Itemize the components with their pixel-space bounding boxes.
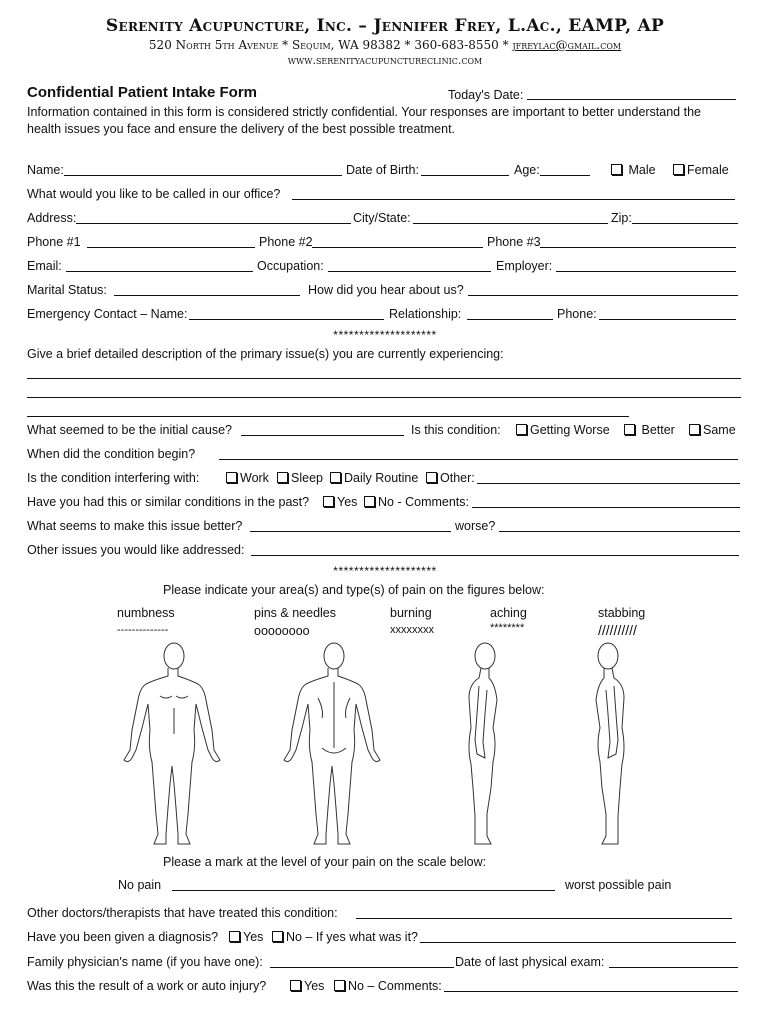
city-state-field[interactable] [413,223,608,224]
phone1-label: Phone #1 [27,235,81,249]
daily-label: Daily Routine [344,471,419,485]
relationship-label: Relationship: [389,307,462,321]
phone3-label: Phone #3 [487,235,541,249]
similar-no-option[interactable] [364,495,469,509]
began-label: When did the condition begin? [27,447,196,461]
emergency-phone-label: Phone: [557,307,597,321]
phone3-field[interactable] [540,247,736,248]
occupation-field[interactable] [328,271,491,272]
injury-yes-checkbox[interactable] [290,980,301,991]
injury-label: Was this the result of a work or auto injury? [27,979,267,993]
body-figure-side-right[interactable] [455,638,515,850]
worse-label: Getting Worse [530,423,610,437]
pain-mark-burning: xxxxxxxx [390,624,434,636]
clinic-address [0,38,770,52]
pain-mark-aching: ******** [490,622,525,634]
pain-type-numbness: numbness [117,606,175,620]
better-label: Better [641,423,675,437]
phone1-field[interactable] [87,247,255,248]
physician-field[interactable] [270,967,454,968]
pain-type-burning: burning [390,606,432,620]
doctors-label: Other doctors/therapists that have treated this condition: [27,906,338,920]
other-issues-label: Other issues you would like addressed: [27,543,245,557]
better-checkbox[interactable] [624,424,635,435]
worst-pain-label: worst possible pain [565,878,672,892]
marital-label: Marital Status: [27,283,107,297]
similar-comments-field[interactable] [472,507,740,508]
email-label: Email: [27,259,62,273]
diagnosis-no-label: No – If yes what was it? [286,930,419,944]
similar-yes-label: Yes [337,495,358,509]
email-link[interactable]: jfreylac@gmail.com [512,38,622,52]
hear-label: How did you hear about us? [308,283,464,297]
employer-label: Employer: [496,259,553,273]
phone2-field[interactable] [312,247,483,248]
male-checkbox[interactable] [611,164,622,175]
began-field[interactable] [219,459,738,460]
diagnosis-yes-label: Yes [243,930,264,944]
pain-scale-prompt: Please a mark at the level of your pain on the scale below: [163,855,487,869]
same-option[interactable] [689,423,736,437]
diagnosis-no-checkbox[interactable] [272,931,283,942]
form-title: Confidential Patient Intake Form [27,84,258,101]
work-checkbox[interactable] [226,472,237,483]
pain-type-stabbing: stabbing [598,606,646,620]
better-option[interactable] [624,423,675,437]
zip-label: Zip: [611,211,632,225]
last-exam-field[interactable] [609,967,738,968]
address-field[interactable] [76,223,351,224]
diagnosis-field[interactable] [420,942,736,943]
primary-issue-line-3[interactable] [27,416,629,417]
clinic-header: Serenity Acupuncture, Inc. – Jennifer Frey, L.Ac., EAMP, AP [105,16,665,36]
zip-field[interactable] [632,223,738,224]
diagnosis-yes-option[interactable] [229,930,263,944]
work-label: Work [240,471,269,485]
diagnosis-no-option[interactable] [272,930,418,944]
emergency-label: Emergency Contact – Name: [27,307,188,321]
called-field[interactable] [292,199,735,200]
pain-type-aching: aching [490,606,527,620]
primary-issue-label: Give a brief detailed description of the primary issue(s) you are currently experiencing: [27,347,504,361]
sleep-option[interactable] [277,471,323,485]
physician-label: Family physician's name (if you have one): [27,955,263,969]
dob-label: Date of Birth: [346,163,419,177]
primary-issue-line-2[interactable] [27,397,741,398]
daily-option[interactable] [330,471,418,485]
website[interactable]: www.serenityacupunctureclinic.com [287,54,483,67]
no-pain-label: No pain [118,878,162,892]
female-checkbox[interactable] [673,164,684,175]
other-label: Other: [440,471,475,485]
emergency-phone-field[interactable] [599,319,736,320]
similar-label: Have you had this or similar conditions in the past? [27,495,310,509]
address-label: Address: [27,211,77,225]
todays-date-field[interactable] [527,99,736,100]
other-field[interactable] [477,483,740,484]
phone2-label: Phone #2 [259,235,313,249]
doctors-field[interactable] [356,918,732,919]
similar-yes-checkbox[interactable] [323,496,334,507]
name-field[interactable] [64,175,342,176]
other-checkbox[interactable] [426,472,437,483]
age-field[interactable] [540,175,590,176]
email-field[interactable] [66,271,253,272]
dob-field[interactable] [421,175,509,176]
cause-field[interactable] [241,435,404,436]
intro-text-1: Information contained in this form is considered strictly confidential. Your responses are important to better understand the [27,105,701,119]
work-option[interactable] [226,471,269,485]
injury-comments-field[interactable] [444,991,738,992]
hear-field[interactable] [468,295,738,296]
sleep-label: Sleep [291,471,323,485]
worse-field[interactable] [499,531,740,532]
age-label: Age: [514,163,540,177]
body-figure-back[interactable] [278,638,388,850]
city-state-label: City/State: [353,211,411,225]
todays-date-label: Today's Date: [448,88,524,102]
similar-no-checkbox[interactable] [364,496,375,507]
marital-field[interactable] [114,295,300,296]
same-label: Same [703,423,736,437]
cause-label: What seemed to be the initial cause? [27,423,232,437]
interfering-label: Is the condition interfering with: [27,471,200,485]
male-label: Male [628,163,656,177]
female-option[interactable] [673,163,729,177]
female-label: Female [687,163,729,177]
called-label: What would you like to be called in our office? [27,187,281,201]
male-option[interactable] [611,163,656,177]
diagnosis-label: Have you been given a diagnosis? [27,930,219,944]
other-issues-field[interactable] [251,555,739,556]
worse-option[interactable] [516,423,610,437]
daily-checkbox[interactable] [330,472,341,483]
worse-question-label: worse? [455,519,496,533]
better-field[interactable] [250,531,451,532]
primary-issue-line-1[interactable] [27,378,741,379]
pain-mark-numbness: -------------- [117,624,169,636]
pain-type-pins: pins & needles [254,606,337,620]
similar-yes-option[interactable] [323,495,357,509]
name-label: Name: [27,163,64,177]
other-option[interactable] [426,471,475,485]
same-checkbox[interactable] [689,424,700,435]
body-figure-front[interactable] [118,638,228,850]
pain-scale-line[interactable] [172,890,555,891]
pain-mark-pins: oooooooo [254,624,310,638]
diagnosis-yes-checkbox[interactable] [229,931,240,942]
emergency-field[interactable] [189,319,384,320]
injury-yes-label: Yes [304,979,325,993]
intro-text-2: health issues you face and ensure the delivery of the best possible treatment. [27,122,456,136]
injury-no-checkbox[interactable] [334,980,345,991]
pain-mark-stabbing: ////////// [598,622,637,638]
similar-no-label: No - Comments: [378,495,469,509]
body-figure-side-left[interactable] [578,638,638,850]
relationship-field[interactable] [467,319,553,320]
injury-no-option[interactable] [334,979,442,993]
worse-checkbox[interactable] [516,424,527,435]
separator-2: ******************** [333,564,437,578]
injury-no-label: No – Comments: [348,979,442,993]
condition-label: Is this condition: [411,423,501,437]
better-question-label: What seems to make this issue better? [27,519,243,533]
separator: ******************** [333,328,437,342]
last-exam-label: Date of last physical exam: [455,955,605,969]
employer-field[interactable] [556,271,736,272]
injury-yes-option[interactable] [290,979,324,993]
sleep-checkbox[interactable] [277,472,288,483]
occupation-label: Occupation: [257,259,324,273]
pain-indicate-label: Please indicate your area(s) and type(s) of pain on the figures below: [163,583,545,597]
address-text: 520 North 5th Avenue * Sequim, WA 98382 * 360-683-8550 * [148,38,509,52]
